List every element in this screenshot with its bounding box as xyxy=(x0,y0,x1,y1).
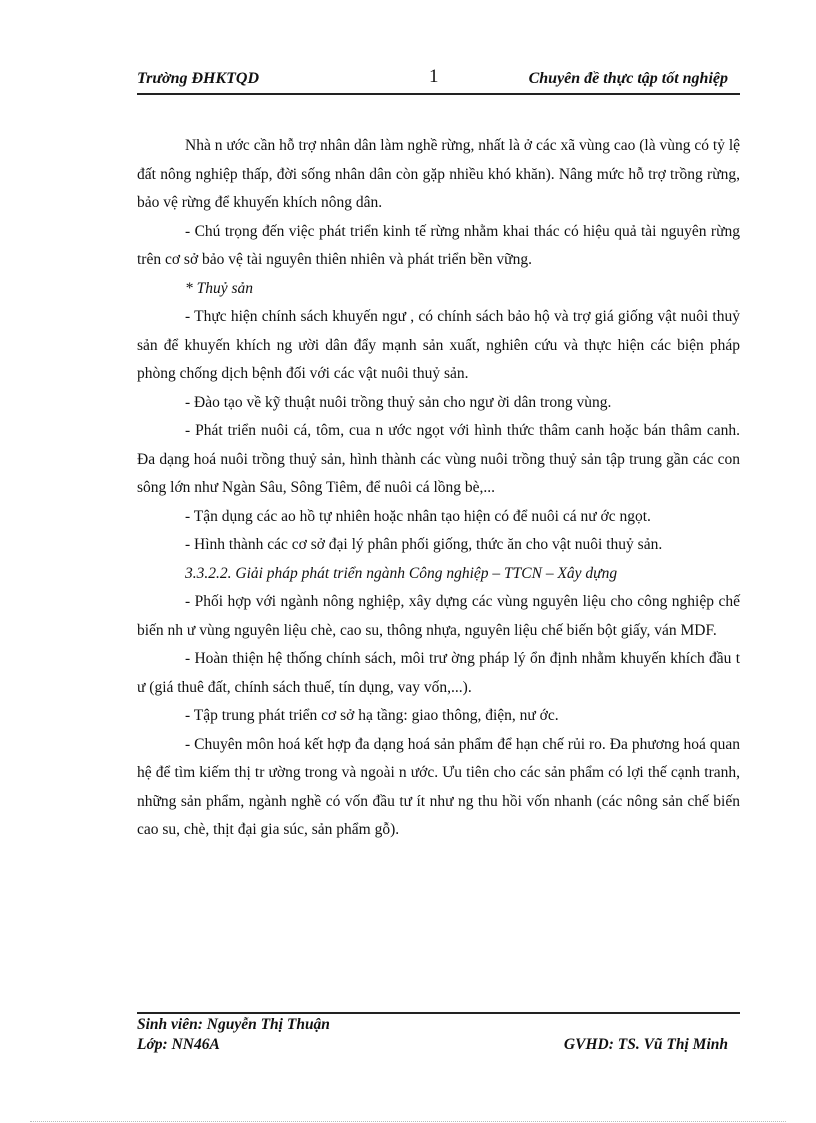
document-body xyxy=(137,132,740,845)
header-school: Trường ĐHKTQD xyxy=(137,70,260,87)
paragraph: - Tập trung phát triển cơ sở hạ tầng: giao thông, điện, nư ớc. xyxy=(185,707,559,724)
paragraph: - Tận dụng các ao hồ tự nhiên hoặc nhân tạo hiện có để nuôi cá nư ớc ngọt. xyxy=(185,507,651,525)
header-doc-title: Chuyên đề thực tập tốt nghiệp xyxy=(528,70,728,87)
paragraph: - Hình thành các cơ sở đại lý phân phối giống, thức ăn cho vật nuôi thuỷ sản. xyxy=(185,536,663,553)
paragraph: - Phối hợp với ngành nông nghiệp, xây dựng các vùng nguyên liệu cho công nghiệp chế biến nh ư vùng nguyên liệu chè, cao su, thông nhựa, nguyên liệu chế biến bột giấy, ván MDF. xyxy=(137,593,740,639)
paragraph: - Phát triển nuôi cá, tôm, cua n ước ngọt với hình thức thâm canh hoặc bán thâm canh. Đa dạng hoá nuôi trồng thuỷ sản, hình thành các vùng nuôi trồng thuỷ sản tập trung gần các con sông lớn như Ngàn Sâu, Sông Tiêm, để nuôi cá lồng bè,... xyxy=(137,422,740,496)
paragraph: - Chuyên môn hoá kết hợp đa dạng hoá sản phẩm để hạn chế rủi ro. Đa phương hoá quan hệ để tìm kiếm thị tr ường trong và ngoài n ước. Ưu tiên cho các sản phẩm có lợi thế cạnh tranh, những sản phẩm, ngành nghề có vốn đầu tư ít như ng thu hồi vốn nhanh (các nông sản chế biến cao su, chè, thịt đại gia súc, sản phẩm gỗ). xyxy=(137,735,740,838)
paragraph: - Chú trọng đến việc phát triển kinh tế rừng nhằm khai thác có hiệu quả tài nguyên rừng trên cơ sở bảo vệ tài nguyên thiên nhiên và phát triển bền vững. xyxy=(137,222,740,268)
footer-class-row xyxy=(137,1036,740,1054)
footer-student-name: Sinh viên: Nguyễn Thị Thuận xyxy=(137,1016,330,1033)
page-edge-divider xyxy=(30,1121,786,1122)
page-number: 1 xyxy=(429,66,439,87)
paragraph: Nhà n ước cần hỗ trợ nhân dân làm nghề rừng, nhất là ở các xã vùng cao (là vùng có tỷ lệ đất nông nghiệp thấp, đời sống nhân dân còn gặp nhiều khó khăn). Nâng mức hỗ trợ trồng rừng, bảo vệ rừng để khuyến khích nông dân. xyxy=(137,137,740,211)
section-heading-thuy-san: * Thuỷ sản xyxy=(185,279,254,297)
paragraph: - Hoàn thiện hệ thống chính sách, môi trư ờng pháp lý ổn định nhằm khuyến khích đầu t ư (giá thuê đất, chính sách thuế, tín dụng, vay vốn,...). xyxy=(137,650,740,696)
footer-advisor: GVHD: TS. Vũ Thị Minh xyxy=(563,1036,728,1053)
footer-rule xyxy=(137,1012,740,1014)
section-heading-cong-nghiep: 3.3.2.2. Giải pháp phát triển ngành Công nghiệp – TTCN – Xây dựng xyxy=(185,564,618,582)
footer-class: Lớp: NN46A xyxy=(137,1036,220,1053)
footer-student xyxy=(137,1016,740,1034)
page-header xyxy=(137,66,740,94)
paragraph: - Thực hiện chính sách khuyến ngư , có chính sách bảo hộ và trợ giá giống vật nuôi thuỷ sản để khuyến khích ng ười dân đẩy mạnh sản xuất, nghiên cứu và thực hiện các biện pháp phòng chống dịch bệnh đối với các vật nuôi thuỷ sản. xyxy=(137,308,740,382)
paragraph: - Đào tạo về kỹ thuật nuôi trồng thuỷ sản cho ngư ời dân trong vùng. xyxy=(185,393,612,411)
header-rule xyxy=(137,93,740,95)
